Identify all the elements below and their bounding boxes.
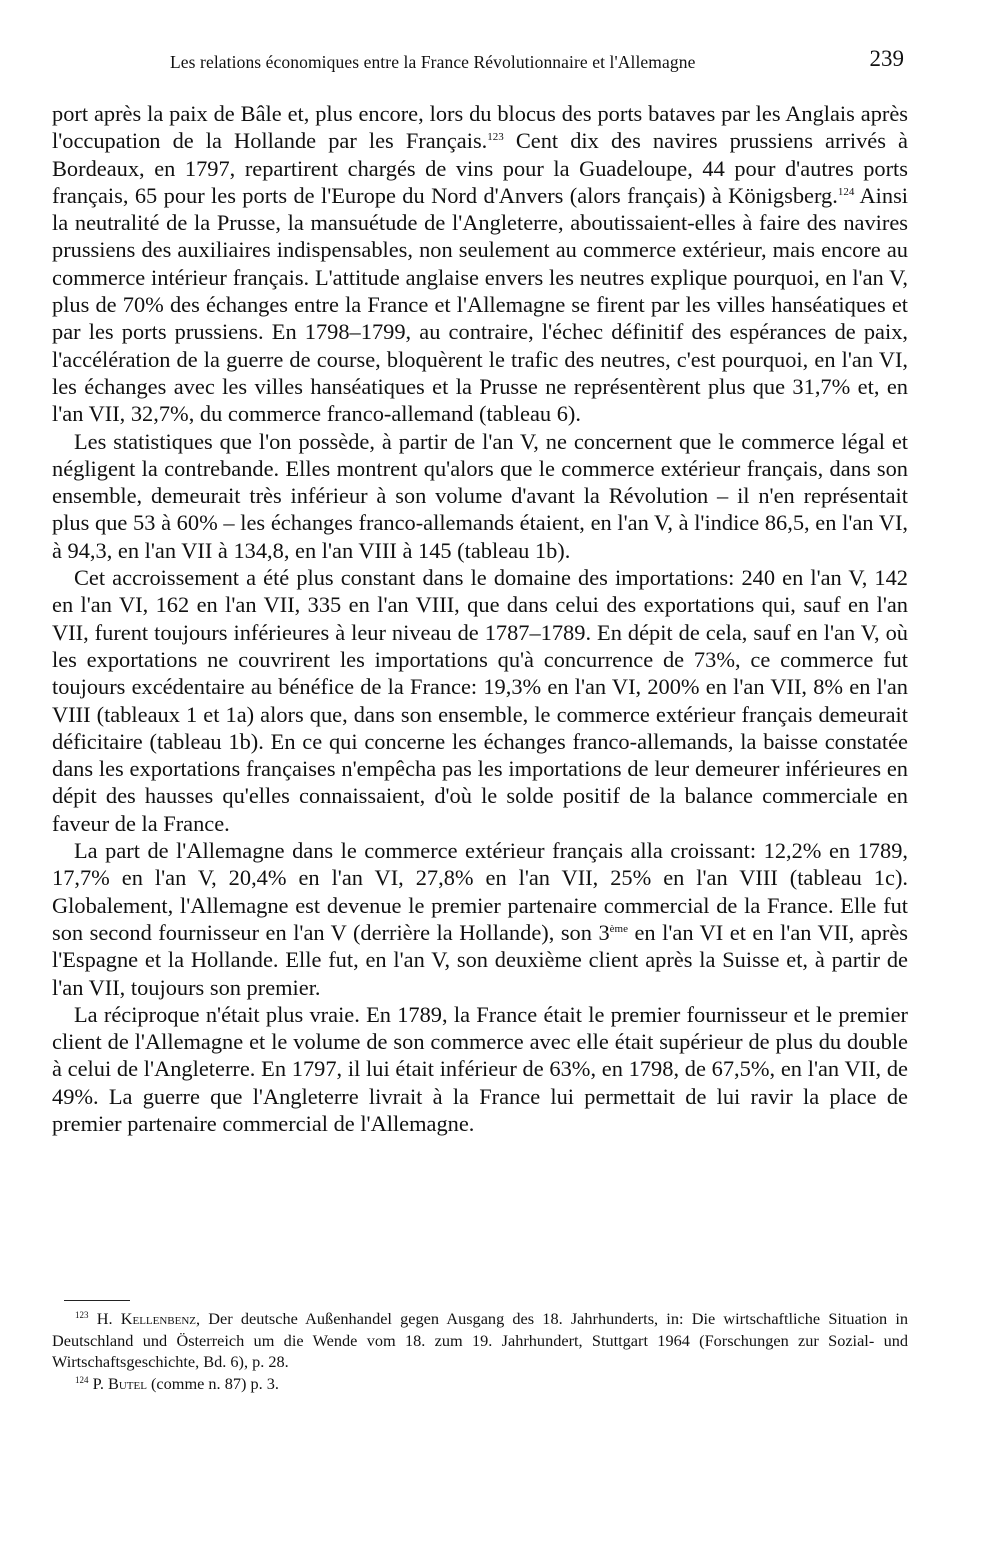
footnote-123 bbox=[52, 1308, 908, 1373]
footnote-marker: 124 bbox=[75, 1374, 89, 1385]
footnotes bbox=[52, 1308, 908, 1394]
footnote-author: P. Butel bbox=[92, 1373, 147, 1393]
footnote-author: H. Kellenbenz bbox=[96, 1309, 197, 1328]
paragraph-4-part-b: en l'an VI et en l'an VII, après l'Espagne et la Hollande. Elle fut, en l'an V, son deuxième client après la Suisse et, à partir de l'an VII, toujours son premier. bbox=[52, 919, 908, 1000]
footnote-marker: 123 bbox=[75, 1310, 89, 1320]
running-title: Les relations économiques entre la France Révolutionnaire et l'Allemagne bbox=[170, 52, 696, 72]
footnote-124 bbox=[52, 1373, 908, 1395]
paragraph-2: Les statistiques que l'on possède, à partir de l'an V, ne concernent que le commerce légal et négligent la contrebande. Elles montrent qu'alors que le commerce extérieur français, dans son ensemble, demeurait très inférieur à son volume d'avant la Révolution – il n'en représentait plus que 53 à 60% – les échanges franco-allemands étaient, en l'an V, à l'indice 86,5, en l'an VI, à 94,3, en l'an VII à 134,8, en l'an VIII à 145 (tableau 1b). bbox=[52, 428, 908, 563]
body-text bbox=[52, 100, 908, 1137]
paragraph-1-part-c: Ainsi la neutralité de la Prusse, la mansuétude de l'Angleterre, aboutissaient-elles à faire des navires prussiens des auxiliaires indispensables, non seulement au commerce extérieur, mais encore au commerce intérieur français. L'attitude anglaise envers les neutres explique pourquoi, en l'an V, plus de 70% des échanges entre la France et l'Allemagne se firent par les villes hanséatiques et par les ports prussiens. En 1798–1799, au contraire, l'échec définitif des espérances de paix, l'accélération de la guerre de course, bloquèrent le trafic des neutres, c'est pourquoi, en l'an VI, les échanges avec les villes hanséatiques et la Prusse ne représentèrent plus que 31,7% et, en l'an VII, 32,7%, du commerce franco-allemand (tableau 6). bbox=[52, 182, 908, 427]
footnote-separator bbox=[64, 1300, 130, 1301]
footnote-text: (comme n. 87) p. 3. bbox=[146, 1373, 279, 1393]
paragraph-1-part-b: Cent dix des navires prussiens arrivés à Bordeaux, en 1797, repartirent chargés de vins pour la Guadeloupe, 44 pour d'autres ports français, 65 pour les ports de l'Europe du Nord d'Anvers (alors français) à Königsberg. bbox=[52, 128, 908, 208]
page-header bbox=[52, 46, 908, 80]
ordinal-suffix: ème bbox=[609, 922, 628, 935]
paragraph-1-part-a: port après la paix de Bâle et, plus encore, lors du blocus des ports bataves par les Anglais après l'occupation de la Hollande par les Français. bbox=[52, 101, 908, 154]
paragraph-3: Cet accroissement a été plus constant dans le domaine des importations: 240 en l'an V, 142 en l'an VI, 162 en l'an VII, 335 en l'an VIII, que dans celui des exportations qui, sauf en l'an VII, furent toujours inférieures à leur niveau de 1787–1789. En dépit de cela, sauf en l'an V, où les exportations ne couvrirent les importations qu'à concurrence de 73%, ce commerce fut toujours excédentaire au bénéfice de la France: 19,3% en l'an VI, 200% en l'an VII, 8% en l'an VIII (tableaux 1 et 1a) alors que, dans son ensemble, le commerce extérieur français demeurait déficitaire (tableau 1b). En ce qui concerne les échanges franco-allemands, la baisse constatée dans les exportations françaises n'empêcha pas les importations de leur demeurer inférieures en dépit des hausses qu'elles connaissaient, d'où le solde positif de la balance commerciale en faveur de la France. bbox=[52, 565, 908, 836]
page-number: 239 bbox=[869, 46, 904, 71]
footnote-text: , Der deutsche Außenhandel gegen Ausgang des 18. Jahrhunderts, in: Die wirtschaftliche Situation in Deutschland und Österreich um die Wende vom 18. zum 19. Jahrhundert, Stuttgart 1964 (Forschungen zur Sozial- und Wirtschaftsgeschichte, Bd. 6), p. 28. bbox=[52, 1309, 908, 1371]
paragraph-5: La réciproque n'était plus vraie. En 1789, la France était le premier fournisseur et le premier client de l'Allemagne et le volume de son commerce avec elle était supérieur de plus du double à celui de l'Angleterre. En 1797, il lui était inférieur de 63%, en 1798, de 67,5%, en l'an VII, de 49%. La guerre que l'Angleterre livrait à la France lui permettait de lui ravir la place de premier partenaire commercial de l'Allemagne. bbox=[52, 1001, 908, 1136]
paragraph-1 bbox=[52, 100, 908, 428]
footnote-ref-124: 124 bbox=[837, 185, 855, 198]
paragraph-4-part-a: La part de l'Allemagne dans le commerce extérieur français alla croissant: 12,2% en 1789, 17,7% en l'an V, 20,4% en l'an VI, 27,8% en l'an VII, 25% en l'an VIII (tableau 1c). Globalement, l'Allemagne est devenue le premier partenaire commercial de la France. Elle fut son second fournisseur en l'an V (derrière la Hollande), son 3 bbox=[52, 838, 908, 945]
paragraph-4 bbox=[52, 837, 908, 1001]
footnote-ref-123: 123 bbox=[487, 131, 504, 144]
